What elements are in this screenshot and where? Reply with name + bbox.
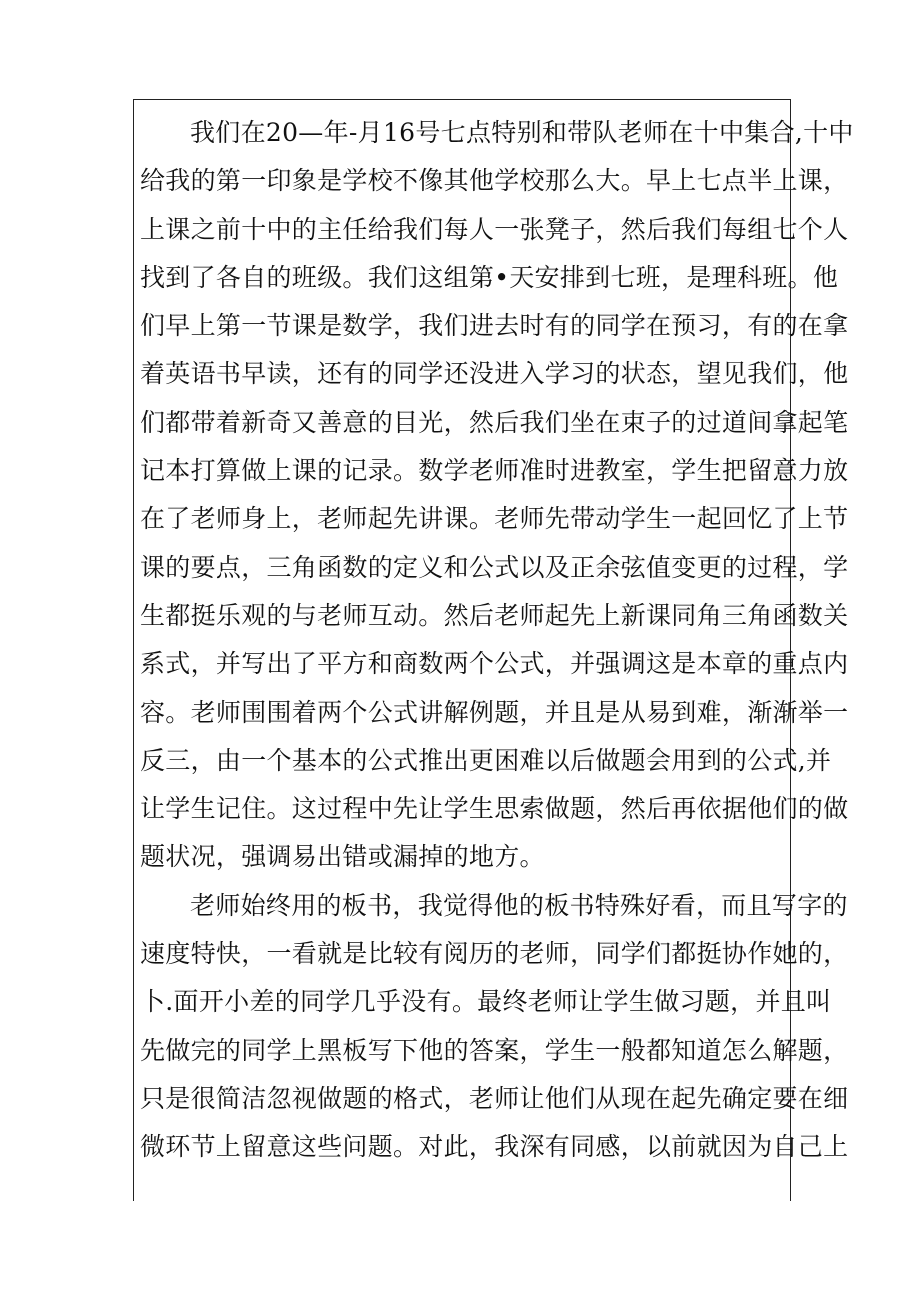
paragraph-line: 们都带着新奇又善意的目光，然后我们坐在束子的过道间拿起笔 [140, 407, 849, 437]
paragraph-line: 先做完的同学上黑板写下他的答案，学生一般都知道怎么解题， [140, 1035, 849, 1065]
paragraph-line: 容。老师围围着两个公式讲解例题，并且是从易到难，渐渐举一 [140, 697, 849, 727]
paragraph-line: 只是很简洁忽视做题的格式，老师让他们从现在起先确定要在细 [140, 1083, 849, 1113]
paragraph-line: 速度特快，一看就是比较有阅历的老师，同学们都挺协作她的， [140, 939, 849, 969]
paragraph-line: 微环节上留意这些问题。对此，我深有同感，以前就因为自己上 [140, 1132, 849, 1162]
paragraph-line: 卜.面开小差的同学几乎没有。最终老师让学生做习题，并且叫 [140, 987, 832, 1017]
paragraph-line: 题状况，强调易出错或漏掉的地方。 [140, 842, 545, 872]
paragraph-line: 们早上第一节课是数学，我们进去时有的同学在预习，有的在拿 [140, 311, 849, 341]
paragraph-line: 上课之前十中的主任给我们每人一张凳子，然后我们每组七个人 [140, 214, 849, 244]
paragraph-line: 反三，由一个基本的公式推出更困难以后做题会用到的公式,并 [140, 745, 832, 775]
paragraph-line: 老师始终用的板书，我觉得他的板书特殊好看，而且写字的 [190, 890, 848, 920]
paragraph-2 [140, 882, 849, 1172]
document-body [140, 109, 854, 1172]
paragraph-line: 着英语书早读，还有的同学还没进入学习的状态，望见我们，他 [140, 359, 849, 389]
paragraph-line: 系式，并写出了平方和商数两个公式，并强调这是本章的重点内 [140, 649, 849, 679]
paragraph-line: 课的要点，三角函数的定义和公式以及正余弦值变更的过程，学 [140, 552, 849, 582]
paragraph-line: 记本打算做上课的记录。数学老师准时进教室，学生把留意力放 [140, 456, 849, 486]
paragraph-line: 我们在20—年-月16号七点特别和带队老师在十中集合,十中 [190, 118, 854, 147]
paragraph-line: 找到了各自的班级。我们这组第•天安排到七班，是理科班。他 [140, 262, 839, 292]
paragraph-line: 给我的第一印象是学校不像其他学校那么大。早上七点半上课， [140, 166, 849, 196]
paragraph-line: 生都挺乐观的与老师互动。然后老师起先上新课同角三角函数关 [140, 600, 849, 630]
paragraph-line: 让学生记住。这过程中先让学生思索做题，然后再依据他们的做 [140, 794, 849, 824]
paragraph-line: 在了老师身上，老师起先讲课。老师先带动学生一起回忆了上节 [140, 504, 849, 534]
paragraph-1 [140, 109, 854, 882]
